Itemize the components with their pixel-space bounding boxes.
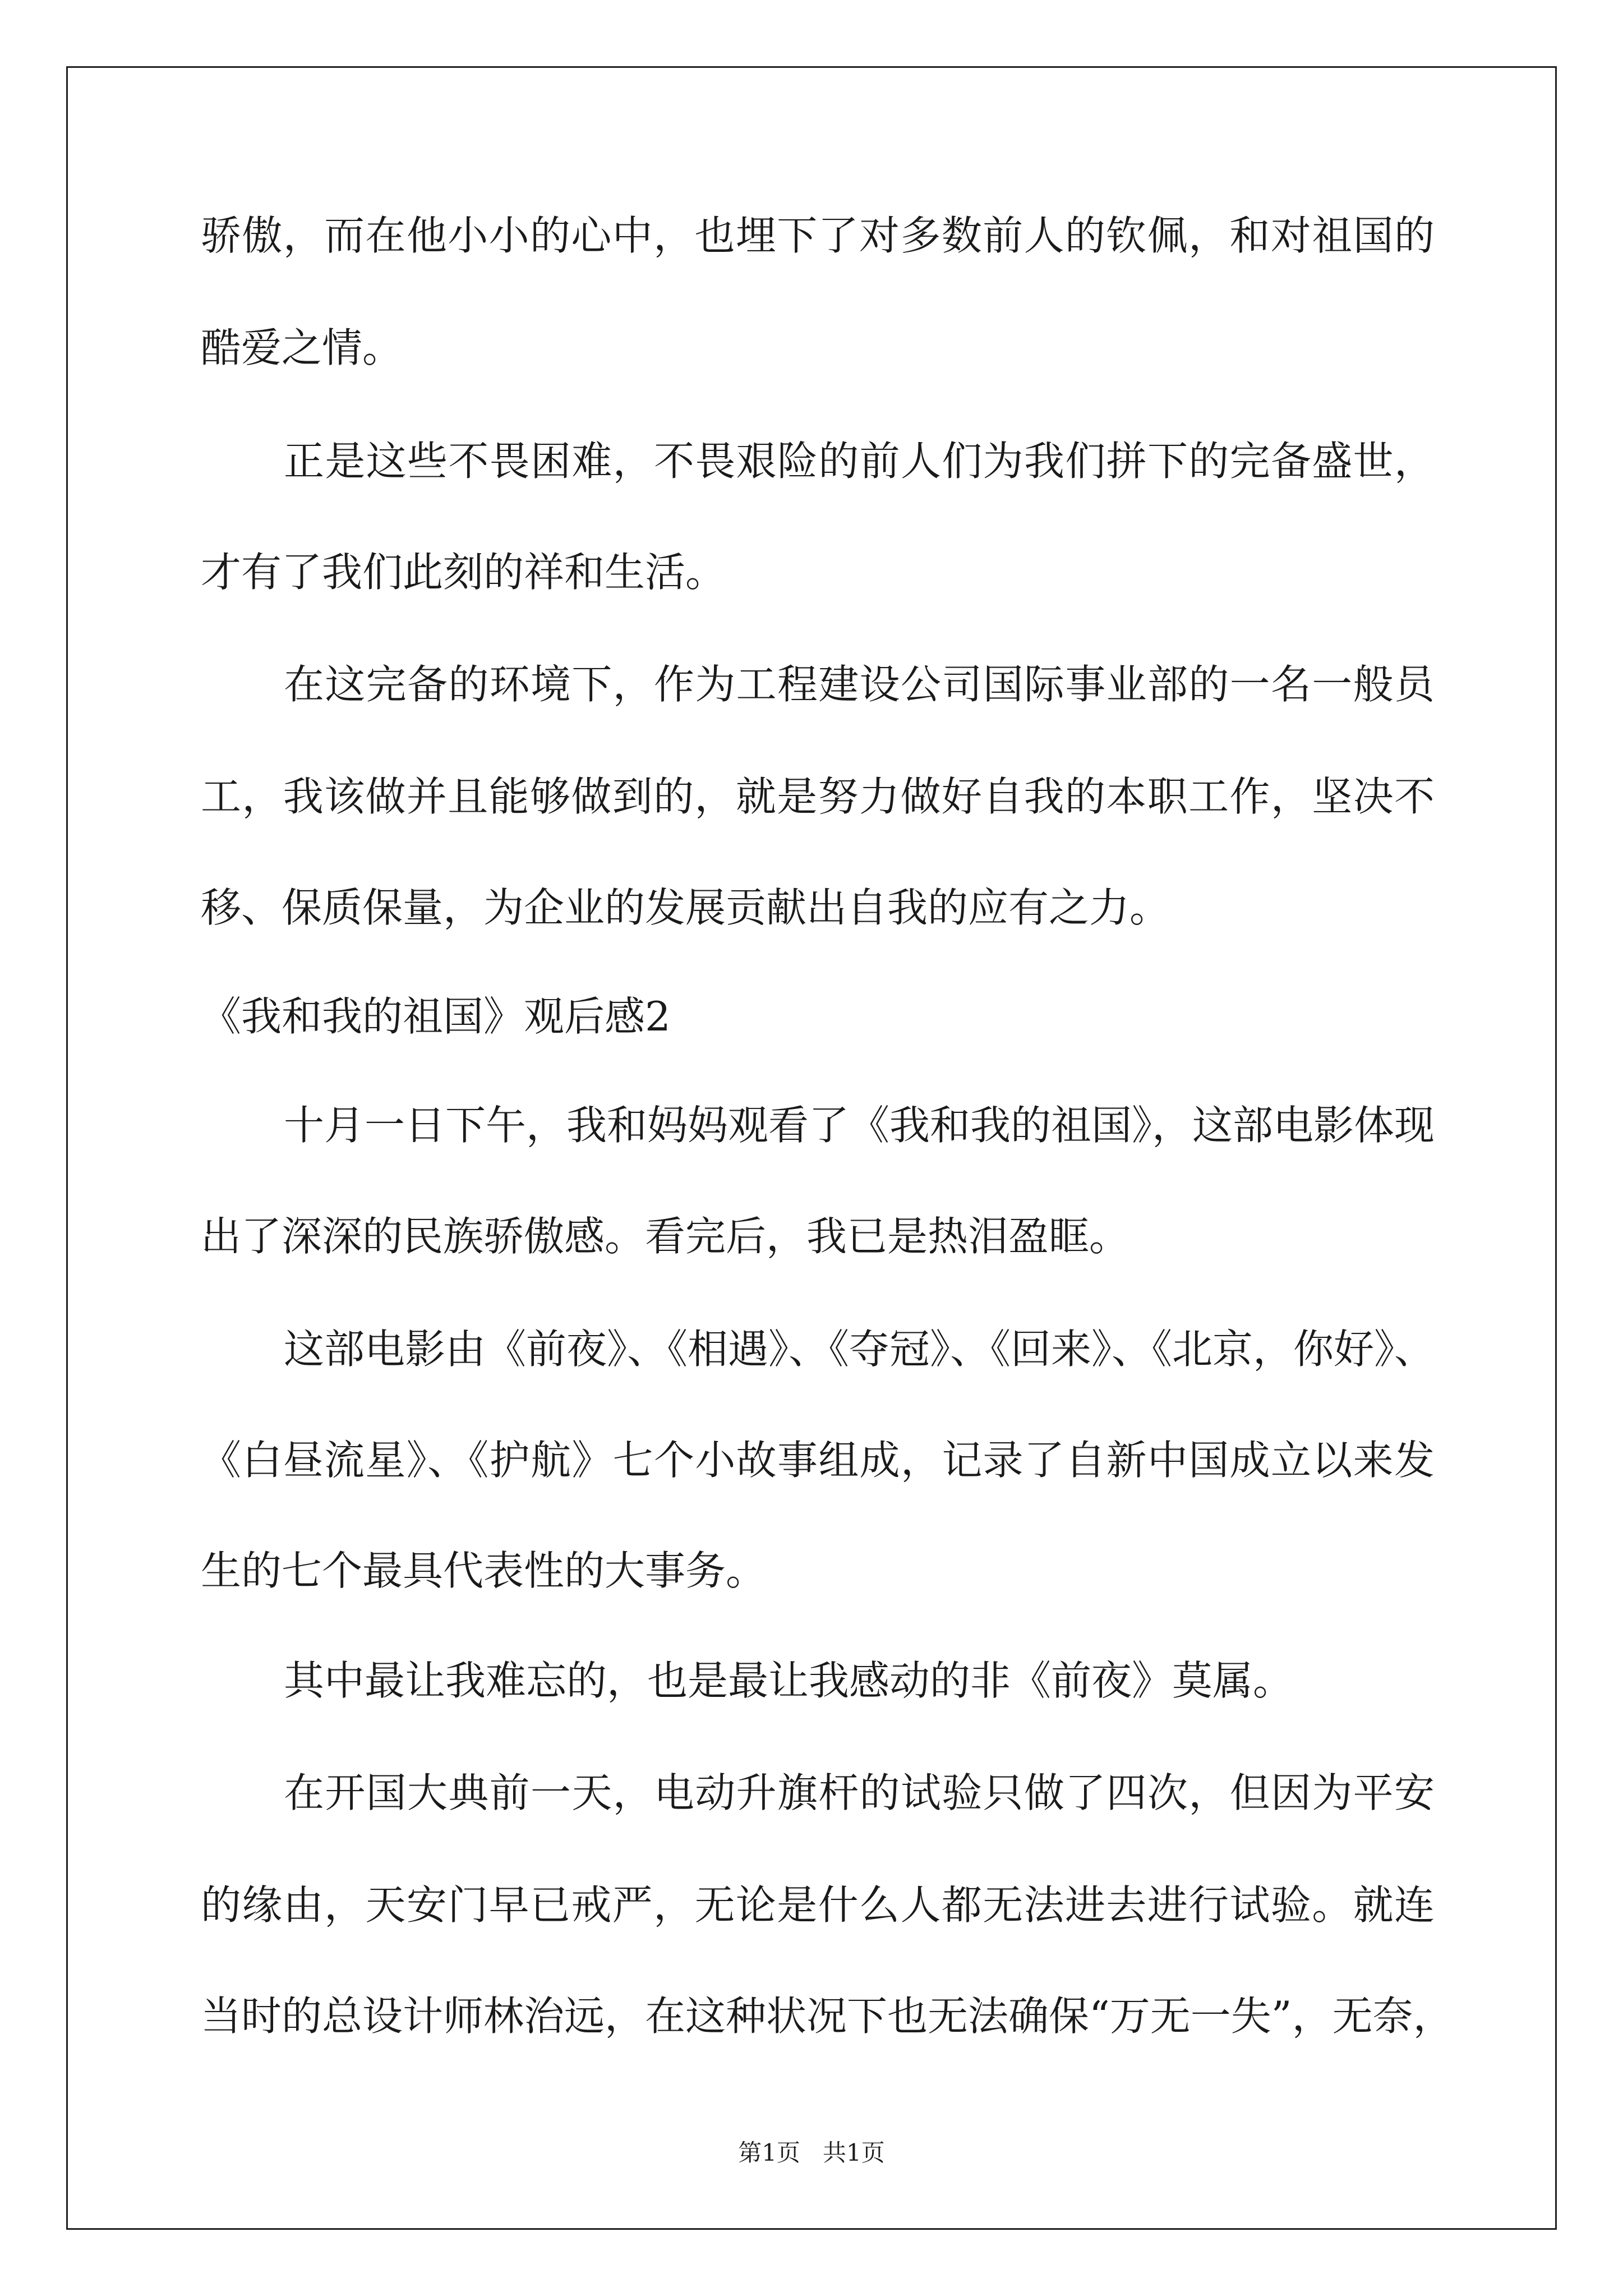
page-number-footer: 第1页 共1页: [738, 2139, 885, 2166]
text-line: 当时的总设计师林治远，在这种状况下也无法确保“万无一失”，无奈，: [201, 1993, 1454, 2040]
text-line: 正是这些不畏困难，不畏艰险的前人们为我们拼下的完备盛世，: [284, 438, 1435, 485]
text-line: 出了深深的民族骄傲感。看完后，我已是热泪盈眶。: [201, 1213, 1130, 1260]
text-line: 十月一日下午，我和妈妈观看了《我和我的祖国》，这部电影体现: [284, 1102, 1435, 1149]
text-line: 这部电影由《前夜》、《相遇》、《夺冠》、《回来》、《北京，你好》、: [284, 1326, 1435, 1373]
text-line: 酷爱之情。: [201, 324, 403, 371]
text-line: 生的七个最具代表性的大事务。: [201, 1547, 767, 1594]
text-line: 《白昼流星》、《护航》七个小故事组成，记录了自新中国成立以来发: [201, 1437, 1435, 1484]
section-heading: 《我和我的祖国》观后感2: [201, 993, 671, 1040]
text-line: 在这完备的环境下，作为工程建设公司国际事业部的一名一般员: [284, 661, 1435, 708]
text-line: 才有了我们此刻的祥和生活。: [201, 549, 726, 596]
text-line: 骄傲，而在他小小的心中，也埋下了对多数前人的钦佩，和对祖国的: [201, 212, 1435, 259]
text-line: 在开国大典前一天，电动升旗杆的试验只做了四次，但因为平安: [284, 1769, 1435, 1816]
text-line: 工，我该做并且能够做到的，就是努力做好自我的本职工作，坚决不: [201, 773, 1435, 820]
text-line: 其中最让我难忘的，也是最让我感动的非《前夜》莫属。: [284, 1657, 1294, 1704]
text-line: 的缘由，天安门早已戒严，无论是什么人都无法进去进行试验。就连: [201, 1881, 1435, 1929]
text-line: 移、保质保量，为企业的发展贡献出自我的应有之力。: [201, 884, 1170, 931]
